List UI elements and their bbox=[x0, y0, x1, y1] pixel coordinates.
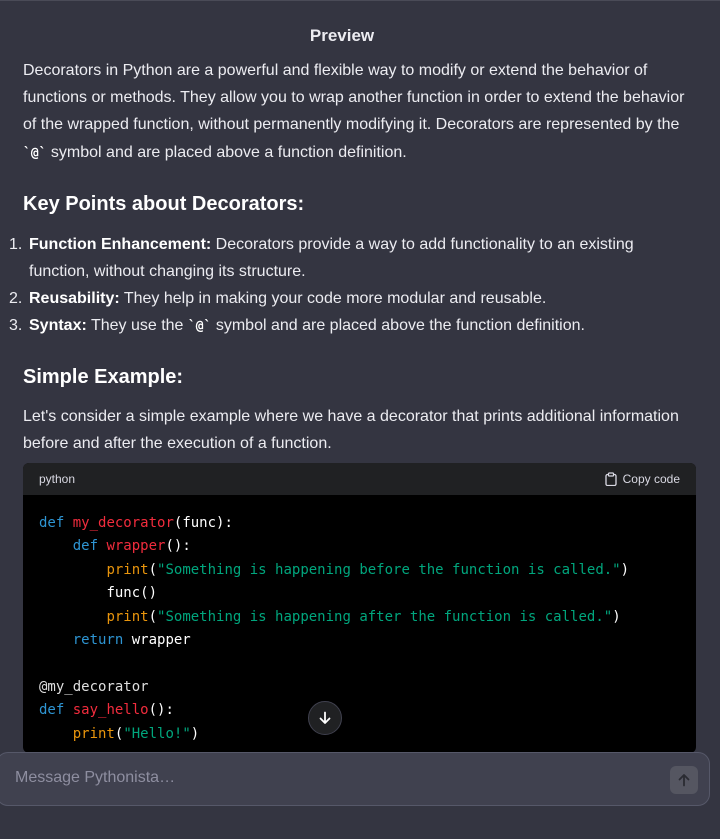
list-item: 2. Reusability: They help in making your code more modular and reusable. bbox=[9, 290, 547, 308]
code-content: def my_decorator(func): def wrapper(): print("Something is happening before the function is called.") func() print("Something is happening after the function is called.") return wrapper @my_decorator def say_hello(): print("Hello!") bbox=[39, 515, 630, 742]
arrow-up-icon bbox=[677, 773, 691, 787]
message-content bbox=[9, 57, 698, 457]
list-item: 1. Function Enhancement: Decorators provide a way to add functionality to an existing function, without changing its structure. bbox=[9, 235, 634, 281]
example-heading: Simple Example: bbox=[23, 365, 184, 388]
send-button[interactable] bbox=[670, 766, 698, 794]
top-divider bbox=[0, 0, 720, 1]
inline-code: `@` bbox=[23, 145, 47, 161]
clipboard-icon bbox=[605, 472, 617, 486]
code-language-label: python bbox=[39, 472, 76, 486]
scroll-to-bottom-button[interactable] bbox=[308, 701, 342, 735]
copy-code-button[interactable] bbox=[605, 472, 680, 486]
list-item: 3. Syntax: They use the `@` symbol and are placed above the function definition. bbox=[9, 317, 585, 335]
arrow-down-icon bbox=[318, 711, 332, 725]
example-paragraph: Let's consider a simple example where we have a decorator that prints additional information before and after the execution of a function. bbox=[23, 407, 679, 452]
key-points-list bbox=[9, 231, 698, 341]
message-input[interactable] bbox=[15, 769, 635, 787]
intro-paragraph: Decorators in Python are a powerful and flexible way to modify or extend the behavior of functions or methods. They allow you to wrap another function in order to extend the behavior of the wrapped function, without permanently modifying it. Decorators are represented by the `@` symbol and are placed above a function definition. bbox=[23, 62, 685, 161]
inline-code: `@` bbox=[187, 319, 212, 335]
code-block bbox=[23, 463, 696, 753]
page-title: Preview bbox=[309, 26, 375, 45]
code-block-header bbox=[23, 463, 696, 495]
copy-code-label: Copy code bbox=[622, 472, 680, 486]
key-points-heading: Key Points about Decorators: bbox=[23, 192, 305, 215]
message-composer bbox=[0, 752, 710, 806]
